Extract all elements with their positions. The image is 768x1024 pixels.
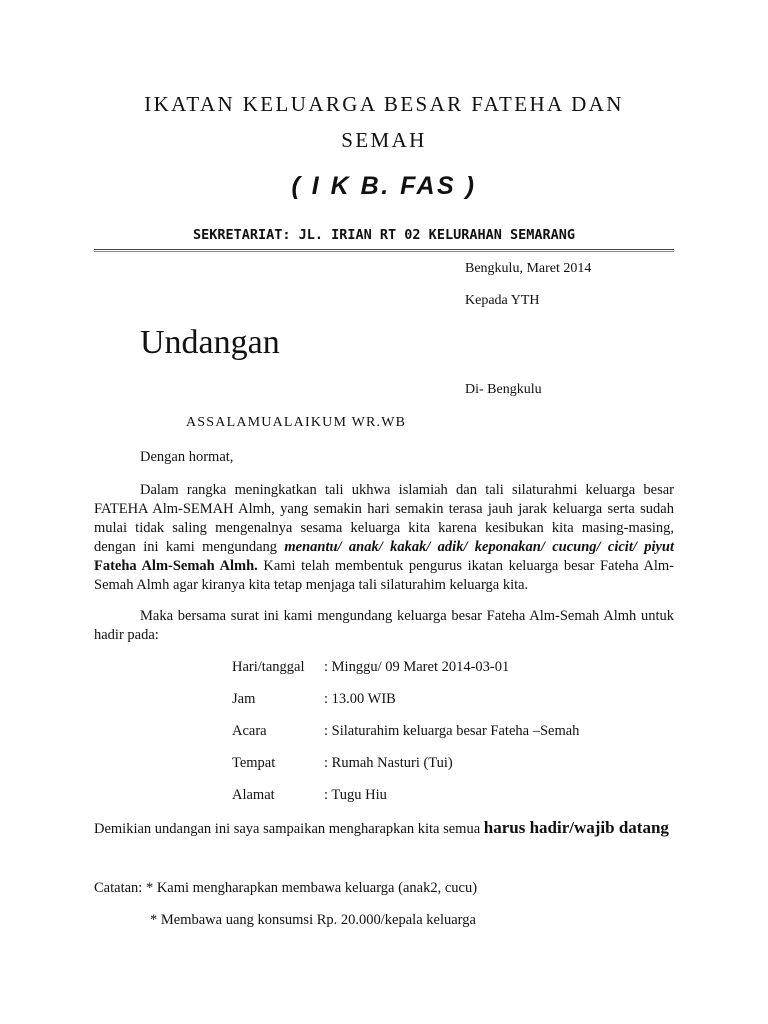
detail-label-date: Hari/tanggal [232, 659, 305, 675]
detail-value-date: : Minggu/ 09 Maret 2014-03-01 [324, 659, 510, 675]
paragraph-2: Maka bersama surat ini kami mengundang keluarga besar Fateha Alm-Semah Almh untuk hadir pada: [94, 608, 674, 643]
detail-label-venue: Tempat [232, 755, 276, 771]
detail-value-event: : Silaturahim keluarga besar Fateha –Semah [324, 723, 580, 739]
detail-value-address: : Tugu Hiu [324, 787, 387, 803]
note-1: Catatan: * Kami mengharapkan membawa keluarga (anak2, cucu) [94, 880, 478, 896]
paragraph-1-end: Kami telah membentuk pengurus ikatan keluarga besar Fateha Alm-Semah Almh agar kiranya kita tetap menjaga tali silaturahim keluarga kita. [94, 558, 675, 593]
note-2: * Membawa uang konsumsi Rp. 20.000/kepala keluarga [150, 912, 476, 928]
paragraph-1 [94, 481, 674, 595]
org-title-line2: SEMAH [341, 128, 427, 152]
header-divider [94, 249, 674, 252]
closing-statement [94, 814, 684, 843]
recipient-place: Di- Bengkulu [465, 382, 542, 397]
detail-label-time: Jam [232, 691, 256, 707]
secretariat-address: SEKRETARIAT: JL. IRIAN RT 02 KELURAHAN SEMARANG [192, 227, 575, 243]
recipient: Kepada YTH [465, 293, 540, 308]
paragraph-1-family-name: Fateha Alm-Semah Almh. [94, 558, 258, 574]
paragraph-1-start: Dalam rangka meningkatkan tali ukhwa islamiah dan tali silaturahmi keluarga besar FATEHA Alm-SEMAH Almh, yang semakin hari semakin terasa jauh jarak keluarga serta sudah mulai tidak saling mengenalnya sesama keluarga kita karena kesibukan kita masing-masing, dengan ini kami mengundang [94, 482, 674, 555]
letter-heading: Undangan [140, 324, 280, 361]
detail-label-address: Alamat [232, 787, 275, 803]
islamic-greeting: ASSALAMUALAIKUM WR.WB [186, 415, 407, 430]
detail-value-venue: : Rumah Nasturi (Tui) [324, 755, 453, 771]
place-date: Bengkulu, Maret 2014 [465, 261, 592, 276]
detail-label-event: Acara [232, 723, 267, 739]
org-title-line1: IKATAN KELUARGA BESAR FATEHA DAN [144, 92, 624, 116]
paragraph-1-family-list: menantu/ anak/ kakak/ adik/ keponakan/ cucung/ cicit/ piyut [284, 539, 675, 555]
org-abbreviation: ( I K B. FAS ) [291, 172, 477, 200]
closing-emphasis: harus hadir/wajib datang [483, 818, 669, 837]
closing-text: Demikian undangan ini saya sampaikan mengharapkan kita semua [94, 821, 484, 837]
detail-value-time: : 13.00 WIB [324, 691, 396, 707]
salutation: Dengan hormat, [140, 449, 234, 465]
